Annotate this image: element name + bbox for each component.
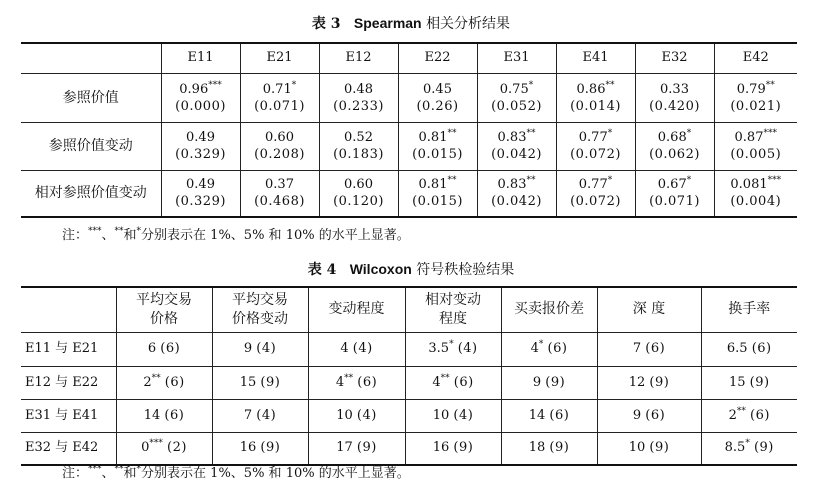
sample-count: (6): [357, 374, 378, 390]
coefficient-value: 0.33: [660, 81, 689, 97]
sample-count: (4): [457, 341, 478, 356]
statistic-cell: [212, 332, 308, 366]
statistic-cell: [308, 432, 405, 465]
note-and: 和: [123, 228, 137, 243]
statistic-value: 2: [728, 407, 737, 423]
table-row: [21, 332, 797, 366]
p-value: (0.000): [175, 98, 226, 114]
table3-caption-title: 相关分析结果: [426, 16, 511, 32]
statistic-cell: [597, 432, 701, 465]
p-value: (0.420): [649, 98, 700, 114]
row-label: 参照价值变动: [21, 122, 161, 170]
statistic-value: 4: [432, 374, 441, 390]
sample-count: (4): [256, 341, 277, 356]
column-header-line: 程度: [439, 310, 467, 327]
p-value: (0.042): [491, 194, 542, 210]
p-value: (0.042): [491, 147, 542, 162]
correlation-cell: [477, 170, 556, 217]
correlation-cell: [319, 170, 398, 217]
row-label: E32 与 E42: [21, 432, 116, 465]
table-row: [21, 122, 797, 170]
statistic-value: 7: [632, 341, 642, 356]
column-header: E12: [319, 43, 398, 73]
sample-count: (6): [751, 341, 772, 356]
correlation-cell: [635, 73, 714, 122]
correlation-cell: [556, 122, 635, 170]
statistic-value: 15: [728, 374, 746, 390]
coefficient-value: 0.68: [657, 130, 687, 145]
coefficient-value: 0.60: [265, 130, 294, 145]
statistic-value: 18: [528, 440, 546, 456]
table-row: [21, 366, 797, 399]
statistic-value: 0: [141, 440, 150, 456]
statistic-cell: [212, 399, 308, 432]
sample-count: (9): [260, 440, 281, 456]
p-value: (0.015): [412, 194, 463, 210]
coefficient-line: [162, 81, 240, 98]
sample-count: (6): [549, 407, 570, 423]
coefficient-line: [715, 81, 798, 98]
statistic-value: 14: [143, 407, 161, 423]
sample-count: (2): [167, 440, 187, 456]
significance-stars: *: [136, 226, 142, 237]
statistic-value: 15: [239, 374, 257, 390]
correlation-cell: [398, 122, 477, 170]
coefficient-value: 0.45: [423, 81, 452, 97]
statistic-cell: [501, 399, 597, 432]
sample-count: (9): [649, 440, 670, 456]
correlation-cell: [161, 122, 240, 170]
column-header-line: 平均交易: [232, 291, 288, 308]
statistic-cell: [597, 332, 701, 366]
p-value: (0.005): [730, 147, 782, 162]
statistic-value: 2: [143, 374, 152, 390]
p-value: (0.062): [649, 147, 700, 162]
significance-stars: **: [447, 128, 457, 139]
statistic-cell: [701, 432, 797, 465]
coefficient-line: [478, 176, 556, 193]
statistic-cell: [116, 399, 212, 432]
sample-count: (6): [160, 341, 181, 356]
table3-caption: [0, 15, 822, 32]
correlation-cell: [319, 73, 398, 122]
coefficient-line: [399, 129, 477, 146]
significance-stars: *: [136, 464, 142, 475]
p-value: (0.208): [254, 147, 305, 162]
sample-count: (9): [649, 374, 670, 390]
coefficient-value: 0.52: [344, 130, 373, 145]
statistic-value: 10: [336, 407, 353, 423]
coefficient-line: [478, 81, 556, 98]
statistic-cell: [116, 366, 212, 399]
coefficient-value: 0.83: [497, 130, 527, 145]
correlation-cell: [556, 73, 635, 122]
p-value: (0.26): [416, 98, 459, 114]
p-value: (0.015): [412, 147, 463, 162]
coefficient-value: 0.81: [418, 130, 448, 145]
coefficient-line: [399, 176, 477, 193]
coefficient-line: [320, 81, 398, 98]
coefficient-line: [715, 129, 798, 146]
column-header-line: 价格: [150, 310, 178, 327]
table-row: [21, 73, 797, 122]
row-label: E12 与 E22: [21, 366, 116, 399]
significance-stars: *: [538, 339, 544, 350]
correlation-cell: [477, 122, 556, 170]
p-value: (0.052): [491, 98, 542, 114]
note-separator: 、: [101, 466, 115, 481]
wilcoxon-header-row: [21, 287, 797, 332]
p-value: (0.021): [730, 98, 782, 114]
statistic-cell: [501, 432, 597, 465]
column-header: E21: [240, 43, 319, 73]
correlation-cell: [714, 170, 797, 217]
statistic-value: 9: [632, 407, 642, 423]
significance-stars: ***: [88, 226, 102, 237]
significance-stars: *: [528, 80, 534, 91]
statistic-value: 6: [147, 341, 157, 356]
column-header-line: 相对变动: [425, 291, 481, 308]
statistic-cell: [116, 432, 212, 465]
statistic-value: 10: [432, 407, 450, 423]
coefficient-line: [636, 81, 714, 98]
significance-stars: **: [447, 175, 457, 186]
column-header: [597, 287, 701, 332]
statistic-cell: [308, 399, 405, 432]
sample-count: (9): [749, 374, 770, 390]
row-label: E31 与 E41: [21, 399, 116, 432]
note-text: 分别表示在 1%、5% 和 10% 的水平上显著。: [141, 228, 410, 243]
wilcoxon-corner-cell: [21, 287, 116, 332]
coefficient-value: 0.86: [576, 81, 606, 97]
table-row: [21, 170, 797, 217]
sample-count: (6): [164, 374, 185, 390]
coefficient-line: [241, 176, 319, 193]
statistic-value: 10: [628, 440, 646, 456]
p-value: (0.329): [175, 147, 226, 162]
column-header: [701, 287, 797, 332]
correlation-cell: [635, 170, 714, 217]
significance-stars: ***: [208, 80, 222, 91]
table4-caption-label: 表 4: [307, 262, 337, 278]
significance-stars: **: [605, 80, 615, 91]
coefficient-line: [399, 81, 477, 98]
sample-count: (9): [356, 440, 377, 456]
correlation-cell: [398, 73, 477, 122]
statistic-cell: [701, 399, 797, 432]
coefficient-line: [320, 176, 398, 193]
sample-count: (4): [256, 407, 277, 423]
column-header: [501, 287, 597, 332]
coefficient-value: 0.67: [657, 177, 687, 193]
column-header: [405, 287, 501, 332]
statistic-value: 9: [532, 374, 542, 390]
statistic-cell: [701, 332, 797, 366]
coefficient-value: 0.49: [186, 177, 215, 193]
significance-stars: *: [686, 175, 692, 186]
correlation-cell: [240, 73, 319, 122]
coefficient-value: 0.77: [578, 177, 608, 193]
statistic-cell: [116, 332, 212, 366]
significance-stars: *: [745, 438, 750, 449]
p-value: (0.468): [254, 194, 305, 210]
table3-caption-method: Spearman: [353, 15, 422, 31]
p-value: (0.004): [730, 194, 782, 210]
statistic-cell: [405, 399, 501, 432]
significance-stars: *: [291, 80, 297, 91]
statistic-value: 3.5: [428, 341, 450, 356]
coefficient-line: [320, 129, 398, 146]
table4-caption: [0, 261, 822, 278]
row-label: 相对参照价值变动: [21, 170, 161, 217]
statistic-cell: [405, 432, 501, 465]
coefficient-value: 0.60: [344, 177, 373, 193]
sample-count: (4): [453, 407, 474, 423]
column-header: [212, 287, 308, 332]
significance-stars: *: [607, 128, 613, 139]
statistic-value: 4: [340, 341, 349, 356]
coefficient-line: [636, 129, 714, 146]
significance-stars: ***: [88, 464, 102, 475]
row-label: 参照价值: [21, 73, 161, 122]
correlation-cell: [161, 73, 240, 122]
significance-stars: **: [344, 373, 354, 384]
sample-count: (9): [753, 440, 774, 456]
significance-stars: *: [607, 175, 613, 186]
sample-count: (6): [750, 407, 770, 423]
note-prefix: 注：: [62, 228, 89, 243]
column-header: E41: [556, 43, 635, 73]
correlation-cell: [714, 122, 797, 170]
coefficient-line: [557, 129, 635, 146]
statistic-value: 6.5: [726, 341, 748, 356]
statistic-value: 17: [336, 440, 353, 456]
table3-caption-label: 表 3: [311, 16, 341, 32]
significance-stars: **: [114, 226, 124, 237]
statistic-cell: [597, 399, 701, 432]
sample-count: (4): [352, 341, 373, 356]
p-value: (0.120): [333, 194, 384, 210]
statistic-value: 4: [530, 341, 539, 356]
statistic-cell: [501, 366, 597, 399]
coefficient-line: [636, 176, 714, 193]
sample-count: (9): [260, 374, 281, 390]
sample-count: (6): [547, 341, 568, 356]
column-header: E42: [714, 43, 797, 73]
correlation-cell: [556, 170, 635, 217]
p-value: (0.071): [254, 98, 305, 114]
coefficient-line: [478, 129, 556, 146]
table-row: [21, 399, 797, 432]
coefficient-value: 0.49: [186, 130, 215, 145]
sample-count: (6): [645, 407, 666, 423]
p-value: (0.183): [333, 147, 384, 162]
sample-count: (9): [549, 440, 570, 456]
column-header: [308, 287, 405, 332]
coefficient-value: 0.081: [730, 177, 768, 193]
column-header: E31: [477, 43, 556, 73]
coefficient-line: [557, 81, 635, 98]
coefficient-value: 0.83: [497, 177, 527, 193]
significance-stars: **: [114, 464, 124, 475]
statistic-value: 7: [243, 407, 253, 423]
correlation-cell: [319, 122, 398, 170]
spearman-header-row: [21, 43, 797, 73]
p-value: (0.071): [649, 194, 700, 210]
table4-caption-title: 符号秩检验结果: [416, 262, 515, 278]
sample-count: (6): [164, 407, 185, 423]
significance-stars: **: [736, 406, 746, 417]
coefficient-line: [715, 176, 798, 193]
row-label: E11 与 E21: [21, 332, 116, 366]
coefficient-value: 0.71: [262, 81, 292, 97]
p-value: (0.072): [570, 194, 621, 210]
statistic-value: 12: [628, 374, 646, 390]
p-value: (0.233): [333, 98, 384, 114]
significance-stars: **: [765, 80, 775, 91]
note-prefix: 注：: [62, 466, 89, 481]
table-row: [21, 432, 797, 465]
significance-stars: ***: [763, 128, 777, 139]
coefficient-value: 0.87: [734, 130, 764, 145]
statistic-value: 4: [335, 374, 345, 390]
column-header: E32: [635, 43, 714, 73]
sample-count: (6): [453, 374, 474, 390]
statistic-cell: [308, 332, 405, 366]
wilcoxon-table: [21, 286, 797, 466]
note-and: 和: [123, 466, 137, 481]
column-header-line: 价格变动: [232, 310, 288, 327]
correlation-cell: [161, 170, 240, 217]
table4-note: [62, 466, 410, 482]
correlation-cell: [635, 122, 714, 170]
significance-stars: **: [526, 175, 536, 186]
note-separator: 、: [101, 228, 115, 243]
column-header-line: 买卖报价差: [514, 301, 584, 318]
statistic-cell: [405, 332, 501, 366]
spearman-corner-cell: [21, 43, 161, 73]
correlation-cell: [240, 122, 319, 170]
sample-count: (9): [545, 374, 566, 390]
significance-stars: **: [440, 373, 450, 384]
statistic-value: 16: [432, 440, 450, 456]
coefficient-value: 0.75: [499, 81, 529, 97]
sample-count: (9): [453, 440, 474, 456]
statistic-cell: [405, 366, 501, 399]
statistic-cell: [597, 366, 701, 399]
significance-stars: **: [526, 128, 536, 139]
statistic-cell: [308, 366, 405, 399]
column-header-line: 深 度: [632, 301, 666, 318]
coefficient-value: 0.96: [179, 81, 209, 97]
significance-stars: **: [151, 373, 161, 384]
correlation-cell: [240, 170, 319, 217]
column-header: E22: [398, 43, 477, 73]
coefficient-line: [557, 176, 635, 193]
statistic-value: 16: [239, 440, 257, 456]
significance-stars: ***: [767, 175, 782, 186]
correlation-cell: [714, 73, 797, 122]
statistic-value: 8.5: [724, 440, 746, 456]
table4-caption-method: Wilcoxon: [349, 261, 412, 277]
spearman-table: [21, 42, 797, 218]
coefficient-line: [162, 129, 240, 146]
statistic-cell: [212, 432, 308, 465]
column-header-line: 平均交易: [136, 291, 192, 308]
statistic-value: 9: [243, 341, 253, 356]
column-header: E11: [161, 43, 240, 73]
p-value: (0.072): [570, 147, 621, 162]
significance-stars: ***: [149, 438, 163, 449]
sample-count: (4): [356, 407, 377, 423]
column-header: [116, 287, 212, 332]
coefficient-line: [241, 129, 319, 146]
column-header-line: 变动程度: [328, 301, 385, 318]
statistic-cell: [501, 332, 597, 366]
correlation-cell: [398, 170, 477, 217]
table3-note: [62, 228, 410, 244]
p-value: (0.329): [175, 194, 226, 210]
sample-count: (6): [645, 341, 666, 356]
p-value: (0.014): [570, 98, 621, 114]
coefficient-line: [162, 176, 240, 193]
coefficient-value: 0.37: [265, 177, 294, 193]
statistic-cell: [701, 366, 797, 399]
statistic-cell: [212, 366, 308, 399]
significance-stars: *: [686, 128, 692, 139]
coefficient-value: 0.77: [578, 130, 608, 145]
coefficient-value: 0.79: [736, 81, 766, 97]
coefficient-line: [241, 81, 319, 98]
statistic-value: 14: [528, 407, 546, 423]
significance-stars: *: [449, 339, 454, 350]
coefficient-value: 0.81: [418, 177, 448, 193]
column-header-line: 换手率: [728, 301, 771, 318]
correlation-cell: [477, 73, 556, 122]
note-text: 分别表示在 1%、5% 和 10% 的水平上显著。: [141, 466, 410, 481]
coefficient-value: 0.48: [344, 81, 373, 97]
